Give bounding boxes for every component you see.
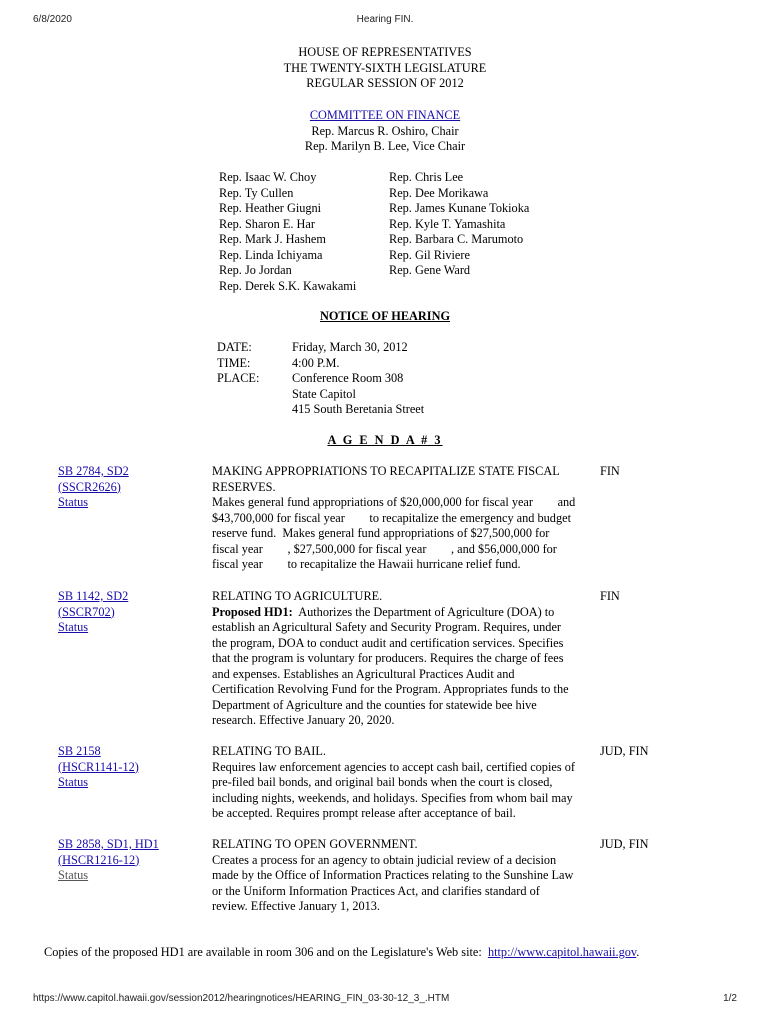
bill-text: the program, DOA to conduct audit and certification services. Specifies xyxy=(212,635,564,650)
copies-end: . xyxy=(636,945,640,959)
place-label: PLACE: xyxy=(217,371,260,385)
member-name: Rep. Chris Lee xyxy=(389,170,464,184)
proposed-label: Proposed HD1: xyxy=(212,604,293,619)
bill-description xyxy=(212,589,590,729)
date-label: DATE: xyxy=(217,340,252,354)
title-line: THE TWENTY-SIXTH LEGISLATURE xyxy=(283,60,487,75)
document-title xyxy=(0,45,770,92)
hearing-labels xyxy=(217,340,259,387)
member-name: Rep. Heather Giugni xyxy=(219,201,322,215)
bill-text: fiscal year , $27,500,000 for fiscal year , and $56,000,000 for xyxy=(212,541,557,556)
bill-title: RELATING TO BAIL. xyxy=(212,744,326,758)
bill-links xyxy=(58,837,198,884)
members-left-column xyxy=(219,170,356,294)
member-name: Rep. Derek S.K. Kawakami xyxy=(219,278,357,293)
member-name: Rep. Dee Morikawa xyxy=(389,185,489,200)
title-line: HOUSE OF REPRESENTATIVES xyxy=(298,45,472,59)
member-name: Rep. Barbara C. Marumoto xyxy=(389,232,524,246)
bill-text: fiscal year to recapitalize the Hawaii hurricane relief fund. xyxy=(212,557,521,571)
bill-title: RELATING TO OPEN GOVERNMENT. xyxy=(212,837,418,851)
print-title: Hearing FIN. xyxy=(356,14,414,25)
copies-text: Copies of the proposed HD1 are available in room 306 and on the Legislature's Web site: xyxy=(44,945,482,959)
bill-text: Authorizes the Department of Agriculture (DOA) to xyxy=(298,604,555,619)
bill-text: Department of Agriculture and the counties for statewide bee hive xyxy=(212,697,537,712)
member-name: Rep. Gene Ward xyxy=(389,263,471,277)
bill-text: Creates a process for an agency to obtain judicial review of a decision xyxy=(212,852,557,867)
committee-block xyxy=(0,108,770,155)
agenda-title: A G E N D A # 3 xyxy=(327,433,443,447)
member-name: Rep. Jo Jordan xyxy=(219,263,292,277)
hearing-place-line: 415 South Beretania Street xyxy=(292,402,425,416)
member-name: Rep. James Kunane Tokioka xyxy=(389,201,530,215)
copies-notice xyxy=(44,945,639,960)
print-url: https://www.capitol.hawaii.gov/session2012/hearingnotices/HEARING_FIN_03-30-12_3_.HTM xyxy=(33,993,450,1004)
bill-text: including nights, weekends, and holidays. Specifies from whom bail may xyxy=(212,790,573,805)
bill-text: or the Uniform Information Practices Act, and clarifies standard of xyxy=(212,883,540,898)
bill-text: $43,700,000 for fiscal year to recapitalize the emergency and budget xyxy=(212,510,571,525)
bill-text: pre-filed bail bonds, and original bail bonds when the court is closed, xyxy=(212,775,553,789)
bill-text: Certification Revolving Fund for the Program. Appropriates funds to the xyxy=(212,682,569,696)
committee-referral: JUD, FIN xyxy=(600,744,649,758)
status-link[interactable]: Status xyxy=(58,495,89,509)
hearing-date: Friday, March 30, 2012 xyxy=(292,340,408,354)
hearing-values xyxy=(292,340,424,418)
bill-link[interactable]: SB 2158 xyxy=(58,744,101,758)
committee-referral: FIN xyxy=(600,589,620,603)
hearing-time: 4:00 P.M. xyxy=(292,355,340,370)
committee-referral: FIN xyxy=(600,464,620,478)
bill-text: reserve fund. Makes general fund appropriations of $27,500,000 for xyxy=(212,526,550,540)
bill-text: be accepted. Requires prompt release after acceptance of bail. xyxy=(212,806,516,820)
hearing-place-line: State Capitol xyxy=(292,386,356,401)
bill-description xyxy=(212,464,590,573)
bill-text: made by the Office of Information Practices relating to the Sunshine Law xyxy=(212,868,574,882)
committee-referral: JUD, FIN xyxy=(600,837,649,851)
bill-links xyxy=(58,464,198,511)
status-link[interactable]: Status xyxy=(58,620,89,634)
hearing-place-line: Conference Room 308 xyxy=(292,371,404,385)
report-link[interactable]: (SSCR702) xyxy=(58,604,115,619)
bill-links xyxy=(58,744,198,791)
member-name: Rep. Isaac W. Choy xyxy=(219,170,317,184)
bill-title: RESERVES. xyxy=(212,479,276,494)
bill-text: establish an Agricultural Safety and Security Program. Requires, under xyxy=(212,620,562,634)
bill-text: review. Effective January 1, 2013. xyxy=(212,899,380,913)
member-name: Rep. Kyle T. Yamashita xyxy=(389,216,506,231)
member-name: Rep. Gil Riviere xyxy=(389,247,470,262)
committee-chair: Rep. Marcus R. Oshiro, Chair xyxy=(311,123,459,138)
title-line: REGULAR SESSION OF 2012 xyxy=(306,76,464,90)
bill-links xyxy=(58,589,198,636)
member-name: Rep. Ty Cullen xyxy=(219,185,294,200)
bill-description xyxy=(212,744,590,822)
member-name: Rep. Sharon E. Har xyxy=(219,216,315,231)
members-right-column xyxy=(389,170,529,279)
bill-text: that the program is voluntary for producers. Requires the charge of fees xyxy=(212,651,564,665)
status-link[interactable]: Status xyxy=(58,775,89,789)
committee-link[interactable]: COMMITTEE ON FINANCE xyxy=(309,108,461,122)
report-link[interactable]: (SSCR2626) xyxy=(58,479,121,494)
legislature-website-link[interactable]: http://www.capitol.hawaii.gov xyxy=(487,945,637,959)
committee-vice-chair: Rep. Marilyn B. Lee, Vice Chair xyxy=(304,139,466,153)
bill-text: research. Effective January 20, 2020. xyxy=(212,713,395,727)
bill-link[interactable]: SB 1142, SD2 xyxy=(58,589,129,603)
print-date: 6/8/2020 xyxy=(33,14,72,25)
bill-text: Requires law enforcement agencies to accept cash bail, certified copies of xyxy=(212,759,575,774)
bill-text: Makes general fund appropriations of $20,000,000 for fiscal year and xyxy=(212,495,576,509)
bill-text: and expenses. Establishes an Agricultural Practices Audit and xyxy=(212,666,515,681)
member-name: Rep. Mark J. Hashem xyxy=(219,232,326,246)
bill-title: RELATING TO AGRICULTURE. xyxy=(212,589,383,603)
bill-title: MAKING APPROPRIATIONS TO RECAPITALIZE STATE FISCAL xyxy=(212,464,560,478)
report-link[interactable]: (HSCR1141-12) xyxy=(58,759,139,774)
bill-link[interactable]: SB 2858, SD1, HD1 xyxy=(58,837,159,851)
bill-description xyxy=(212,837,590,915)
member-name: Rep. Linda Ichiyama xyxy=(219,247,323,262)
status-link[interactable]: Status xyxy=(58,868,89,882)
page-number: 1/2 xyxy=(723,993,737,1004)
time-label: TIME: xyxy=(217,355,251,370)
notice-title: NOTICE OF HEARING xyxy=(319,309,451,323)
report-link[interactable]: (HSCR1216-12) xyxy=(58,852,140,867)
bill-link[interactable]: SB 2784, SD2 xyxy=(58,464,129,478)
